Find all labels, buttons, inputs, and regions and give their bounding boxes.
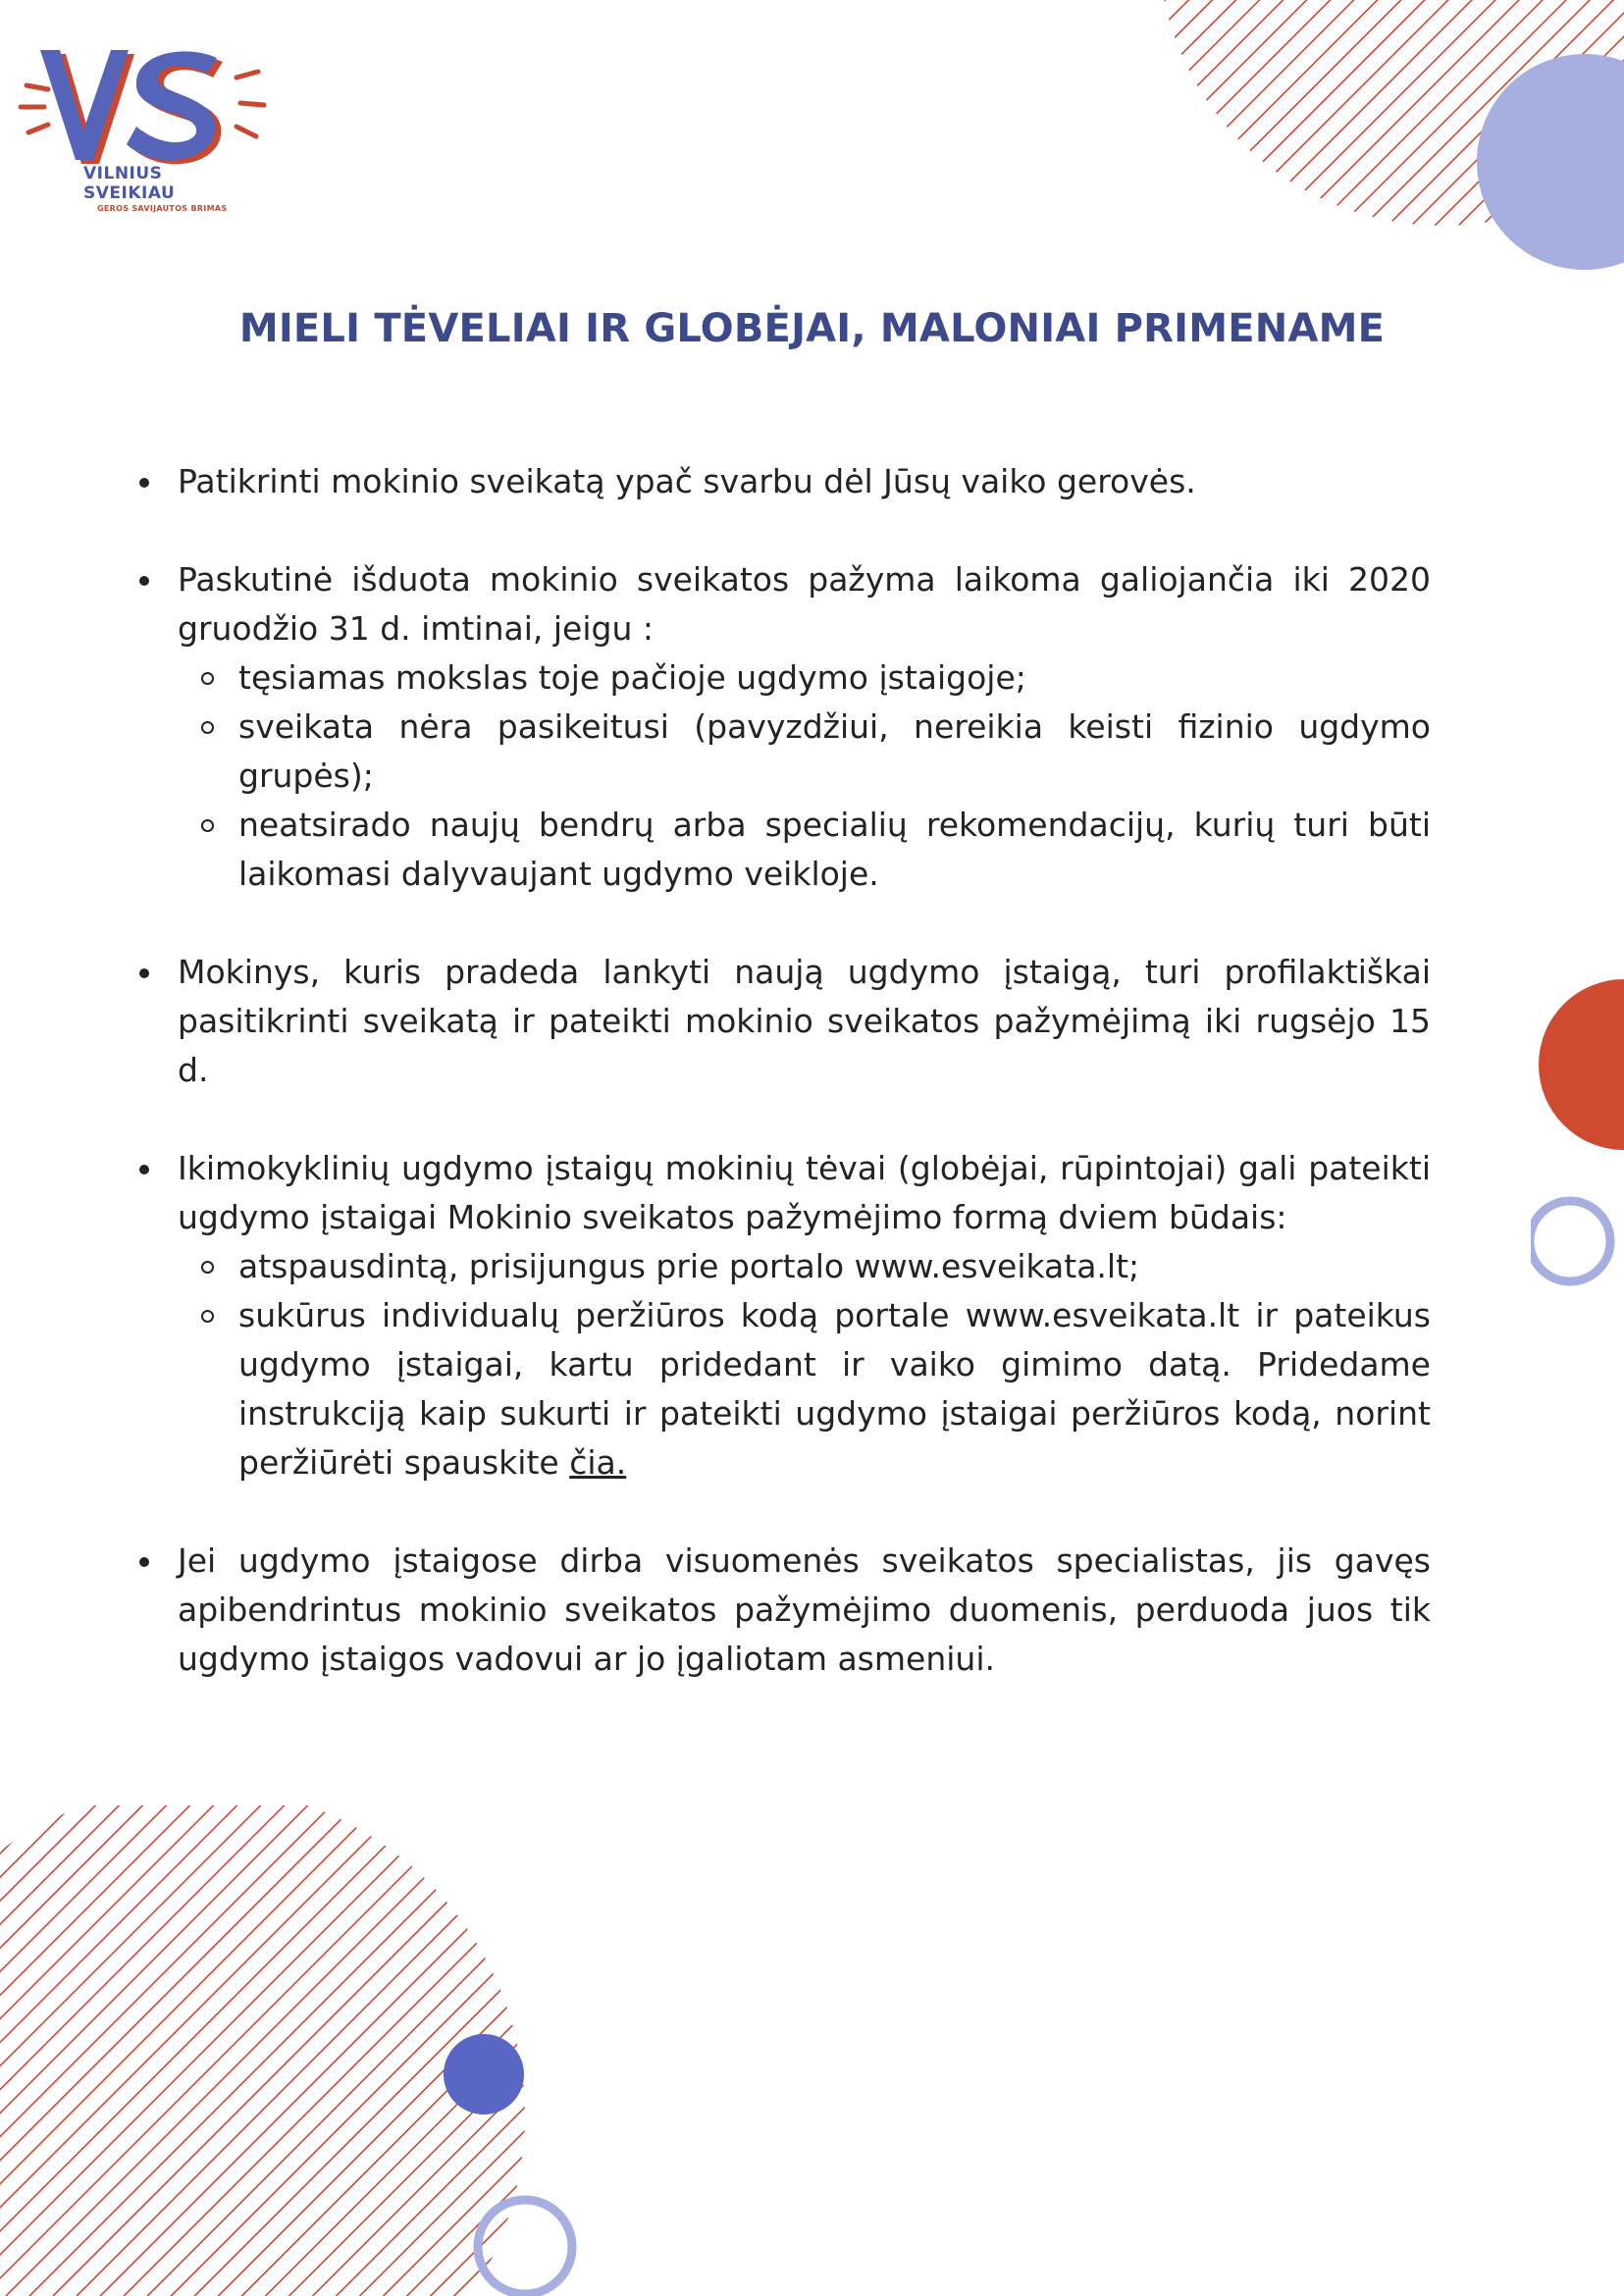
sub-list-item <box>178 801 1431 899</box>
sub-list-item <box>178 653 1431 703</box>
bullet-text: Paskutinė išduota mokinio sveikatos pažyma laikoma galiojančia iki 2020 gruodžio 31 d. imtinai, jeigu : <box>178 560 1431 648</box>
right-side-decoration <box>1531 971 1624 1305</box>
instruction-link[interactable]: čia. <box>569 1443 627 1482</box>
sub-bullet-text: sukūrus individualų peržiūros kodą portale www.esveikata.lt ir pateikus ugdymo įstaigai, kartu pridedant ir vaiko gimimo datą. Pridedame instrukciją kaip sukurti ir pateikti ugdymo įstaigai peržiūros kodą, norint peržiūrėti spauskite <box>238 1296 1431 1482</box>
bullet-text: Ikimokyklinių ugdymo įstaigų mokinių tėvai (globėjai, rūpintojai) gali pateikti ugdymo įstaigai Mokinio sveikatos pažymėjimo formą dviem būdais: <box>178 1149 1431 1236</box>
logo-name: VILNIUS SVEIKIAU <box>83 164 176 203</box>
sub-list <box>178 653 1431 899</box>
sub-bullet-text: sveikata nėra pasikeitusi (pavyzdžiui, nereikia keisti fizinio ugdymo grupės); <box>238 707 1431 795</box>
sub-bullet-text: tęsiamas mokslas toje pačioje ugdymo įstaigoje; <box>238 658 1026 697</box>
page-title: MIELI TĖVELIAI IR GLOBĖJAI, MALONIAI PRIMENAME <box>238 306 1386 351</box>
main-content <box>137 457 1431 1733</box>
bullet-list <box>137 457 1431 1684</box>
list-item <box>137 1144 1431 1487</box>
bullet-text: Jei ugdymo įstaigose dirba visuomenės sveikatos specialistas, jis gavęs apibendrintus mokinio sveikatos pažymėjimo duomenis, perduoda juos tik ugdymo įstaigos vadovui ar jo įgaliotam asmeniui. <box>178 1541 1431 1678</box>
lavender-ring <box>1531 1201 1610 1281</box>
sub-bullet-text: neatsirado naujų bendrų arba specialių rekomendacijų, kurių turi būti laikomasi dalyvaujant ugdymo veikloje. <box>238 806 1431 893</box>
sub-list <box>178 1242 1431 1487</box>
list-item <box>137 1537 1431 1684</box>
logo-tagline: GEROS SAVIJAUTOS BRIMAS <box>97 204 228 213</box>
red-half-circle <box>1539 979 1624 1150</box>
sub-list-item <box>178 1291 1431 1487</box>
bullet-text: Mokinys, kuris pradeda lankyti naują ugdymo įstaigą, turi profilaktiškai pasitikrinti sveikatą ir pateikti mokinio sveikatos pažymėjimą iki rugsėjo 15 d. <box>178 953 1431 1089</box>
blue-dot <box>444 2034 524 2114</box>
list-item <box>137 457 1431 506</box>
logo-wordmark <box>83 164 260 213</box>
sub-list-item <box>178 703 1431 801</box>
logo <box>15 44 270 216</box>
logo-mark <box>15 44 270 172</box>
bullet-text: Patikrinti mokinio sveikatą ypač svarbu dėl Jūsų vaiko gerovės. <box>178 462 1196 500</box>
top-right-decoration <box>1070 0 1624 285</box>
sub-bullet-text: atspausdintą, prisijungus prie portalo www.esveikata.lt; <box>238 1247 1140 1285</box>
sub-list-item <box>178 1242 1431 1291</box>
list-item <box>137 948 1431 1095</box>
bottom-left-decoration <box>0 1805 589 2296</box>
list-item <box>137 555 1431 899</box>
